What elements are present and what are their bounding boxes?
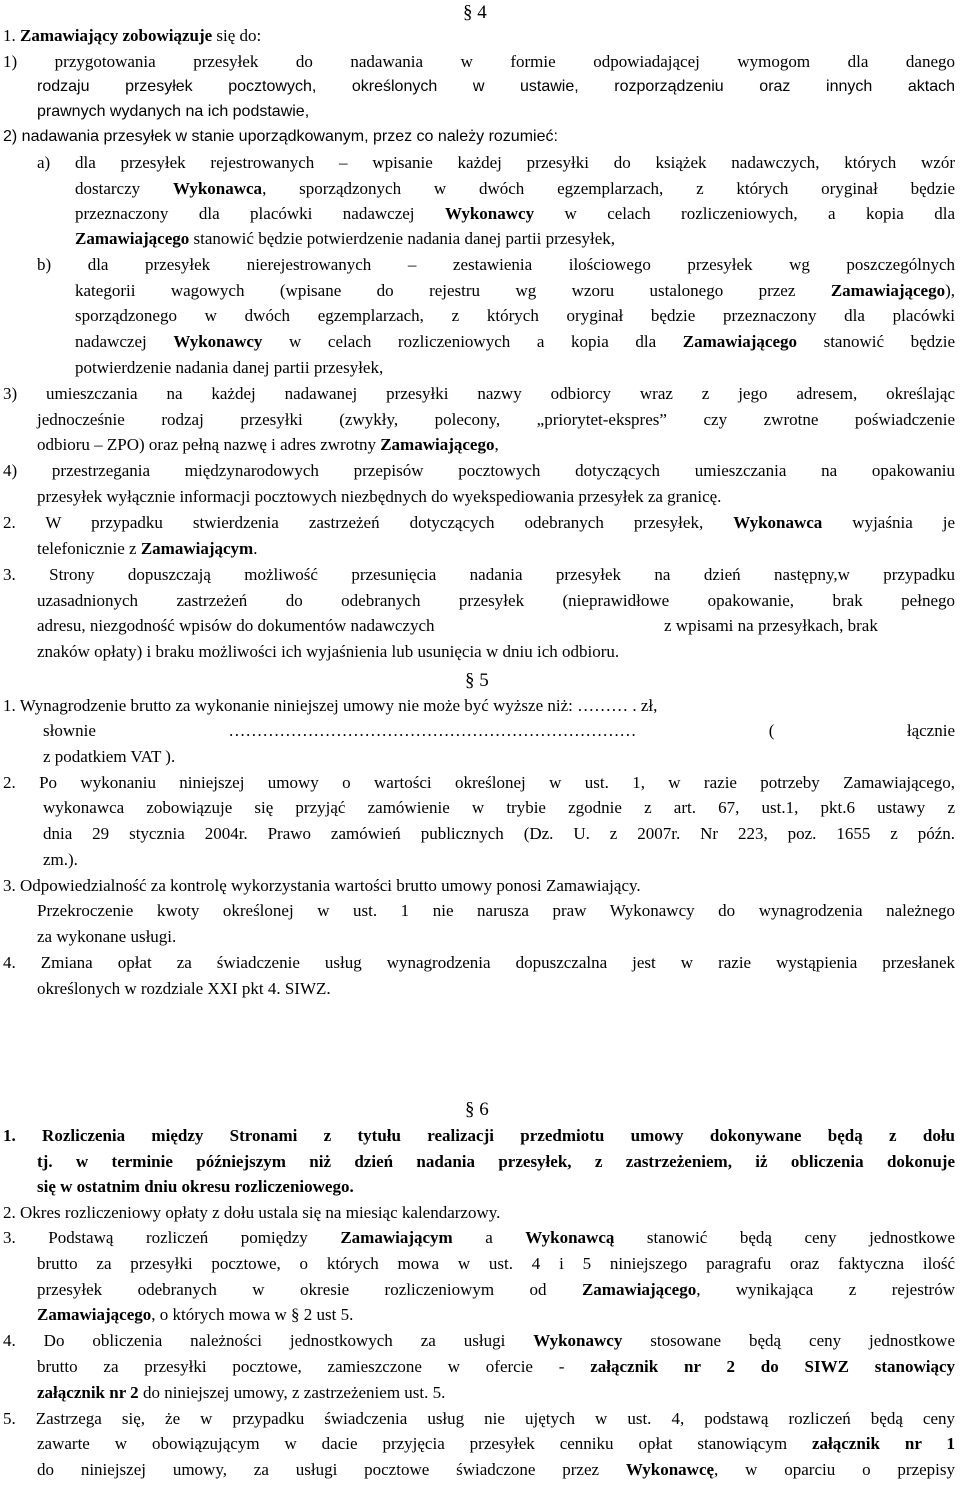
s4-line: 1. Zamawiający zobowiązuje się do:	[3, 26, 262, 45]
s6-line: 1. Rozliczenia między Stronami z tytułu realizacji przedmiotu umowy dokonywane będą z dołu	[3, 1126, 955, 1145]
s5-line: określonych w rozdziale XXI pkt 4. SIWZ.	[37, 979, 331, 998]
s4-line: nadawczej Wykonawcy w celach rozliczeniowych a kopia dla Zamawiającego stanowić będzie	[75, 332, 955, 351]
s5-line: zm.).	[43, 850, 78, 869]
s4-line: przesyłek wyłącznie informacji pocztowych niezbędnych do wyekspediowania przesyłek za granicę.	[37, 487, 722, 506]
s4-line: sporządzonego w dwóch egzemplarzach, z których oryginał będzie przeznaczony dla placówki	[75, 306, 955, 325]
section-6-heading: § 6	[465, 1099, 489, 1120]
s5-line: za wykonane usługi.	[37, 927, 177, 946]
section-5-heading: § 5	[465, 670, 489, 691]
s4-line: adresu, niezgodność wpisów do dokumentów nadawczych	[37, 616, 435, 635]
s4-line: b) dla przesyłek nierejestrowanych – zestawienia ilościowego przesyłek wg poszczególnych	[37, 255, 955, 274]
s6-line: przesyłek odebranych w okresie rozliczeniowym od Zamawiającego, wynikająca z rejestrów	[37, 1280, 955, 1299]
s6-line: brutto za przesyłki pocztowe, zamieszczone w ofercie - załącznik nr 2 do SIWZ stanowiący	[37, 1357, 955, 1376]
s4-line: przeznaczony dla placówki nadawczej Wykonawcy w celach rozliczeniowych, a kopia dla	[75, 204, 955, 223]
section-4-heading: § 4	[463, 2, 487, 23]
s4-line: 4) przestrzegania międzynarodowych przepisów pocztowych dotyczących umieszczania na opakowaniu	[3, 461, 955, 480]
s6-line: 4. Do obliczenia należności jednostkowych za usługi Wykonawcy stosowane będą ceny jednostkowe	[3, 1331, 955, 1350]
s4-line: potwierdzenie nadania danej partii przesyłek,	[75, 358, 384, 377]
s6-line: brutto za przesyłki pocztowe, o których mowa w ust. 4 i 5 niniejszego paragrafu oraz faktyczna ilość	[37, 1254, 955, 1273]
s5-line: 1. Wynagrodzenie brutto za wykonanie niniejszej umowy nie może być wyższe niż: ……… . zł,	[3, 696, 658, 715]
s6-line: się w ostatnim dniu okresu rozliczeniowego.	[37, 1177, 354, 1196]
s6-line: do niniejszej umowy, za usługi pocztowe świadczone przez Wykonawcę, w oparciu o przepisy	[37, 1460, 955, 1479]
s5-line: 3. Odpowiedzialność za kontrolę wykorzystania wartości brutto umowy ponosi Zamawiający.	[3, 876, 641, 895]
s6-line: załącznik nr 2 do niniejszej umowy, z zastrzeżeniem ust. 5.	[37, 1383, 446, 1402]
s4-line: 2. W przypadku stwierdzenia zastrzeżeń dotyczących odebranych przesyłek, Wykonawca wyjaśnia je	[3, 513, 955, 532]
s4-line: 2) nadawania przesyłek w stanie uporządkowanym, przez co należy rozumieć:	[3, 128, 558, 145]
s6-line: 5. Zastrzega się, że w przypadku świadczenia usług nie ujętych w ust. 4, podstawą rozliczeń będą ceny	[3, 1409, 955, 1428]
s4-line: dostarczy Wykonawca, sporządzonych w dwóch egzemplarzach, z których oryginał będzie	[75, 179, 955, 198]
s6-line: zawarte w obowiązującym w dacie przyjęcia przesyłek cenniku opłat stanowiącym załącznik nr 1	[37, 1434, 955, 1453]
s4-line: 1) przygotowania przesyłek do nadawania w formie odpowiadającej wymogom dla danego	[3, 52, 955, 71]
s5-line: dnia 29 stycznia 2004r. Prawo zamówień publicznych (Dz. U. z 2007r. Nr 223, poz. 1655 z późn.	[43, 824, 955, 843]
s4-line: 3. Strony dopuszczają możliwość przesunięcia nadania przesyłek na dzień następny,w przypadku	[3, 565, 955, 584]
s5-line: słownie ……………………………………………………………… ( łącznie	[43, 721, 955, 740]
s6-line: 3. Podstawą rozliczeń pomiędzy Zamawiającym a Wykonawcą stanowić będą ceny jednostkowe	[3, 1228, 956, 1247]
s6-line: Zamawiającego, o których mowa w § 2 ust 5.	[37, 1305, 354, 1324]
s4-line: kategorii wagowych (wpisane do rejestru wg wzoru ustalonego przez Zamawiającego),	[75, 281, 955, 300]
s6-line: 2. Okres rozliczeniowy opłaty z dołu ustala się na miesiąc kalendarzowy.	[3, 1203, 501, 1222]
s4-line: a) dla przesyłek rejestrowanych – wpisanie każdej przesyłki do książek nadawczych, których wzór	[37, 153, 955, 172]
s5-line: 4. Zmiana opłat za świadczenie usług wynagrodzenia dopuszczalna jest w razie wystąpienia przesłanek	[3, 953, 955, 972]
s5-line: wykonawca zobowiązuje się przyjąć zamówienie w trybie zgodnie z art. 67, ust.1, pkt.6 ustawy z	[43, 798, 955, 817]
s4-line: znaków opłaty) i braku możliwości ich wyjaśnienia lub usunięcia w dniu ich odbioru.	[37, 642, 620, 661]
s4-line: z wpisami na przesyłkach, brak	[664, 616, 878, 635]
s4-line: 3) umieszczania na każdej nadawanej przesyłki nazwy odbiorcy wraz z jego adresem, określając	[3, 384, 955, 403]
s4-line: odbioru – ZPO) oraz pełną nazwę i adres zwrotny Zamawiającego,	[37, 435, 499, 454]
s4-line: uzasadnionych zastrzeżeń do odebranych przesyłek (nieprawidłowe opakowanie, brak pełnego	[37, 591, 955, 610]
s4-line: telefonicznie z Zamawiającym.	[37, 539, 258, 558]
s4-line: prawnych wydanych na ich podstawie,	[37, 103, 310, 120]
s4-line: Zamawiającego stanowić będzie potwierdzenie nadania danej partii przesyłek,	[75, 229, 616, 248]
s4-line: rodzaju przesyłek pocztowych, określonych w ustawie, rozporządzeniu oraz innych aktach	[37, 78, 955, 95]
s5-line: z podatkiem VAT ).	[43, 747, 176, 766]
s4-line: jednocześnie rodzaj przesyłki (zwykły, polecony, „priorytet-ekspres” czy zwrotne poświadczenie	[37, 410, 955, 429]
s5-line: 2. Po wykonaniu niniejszej umowy o wartości określonej w ust. 1, w razie potrzeby Zamawiającego,	[3, 773, 955, 792]
s5-line: Przekroczenie kwoty określonej w ust. 1 nie narusza praw Wykonawcy do wynagrodzenia należnego	[37, 901, 955, 920]
s6-line: tj. w terminie późniejszym niż dzień nadania przesyłek, z zastrzeżeniem, iż obliczenia dokonuje	[37, 1152, 955, 1171]
